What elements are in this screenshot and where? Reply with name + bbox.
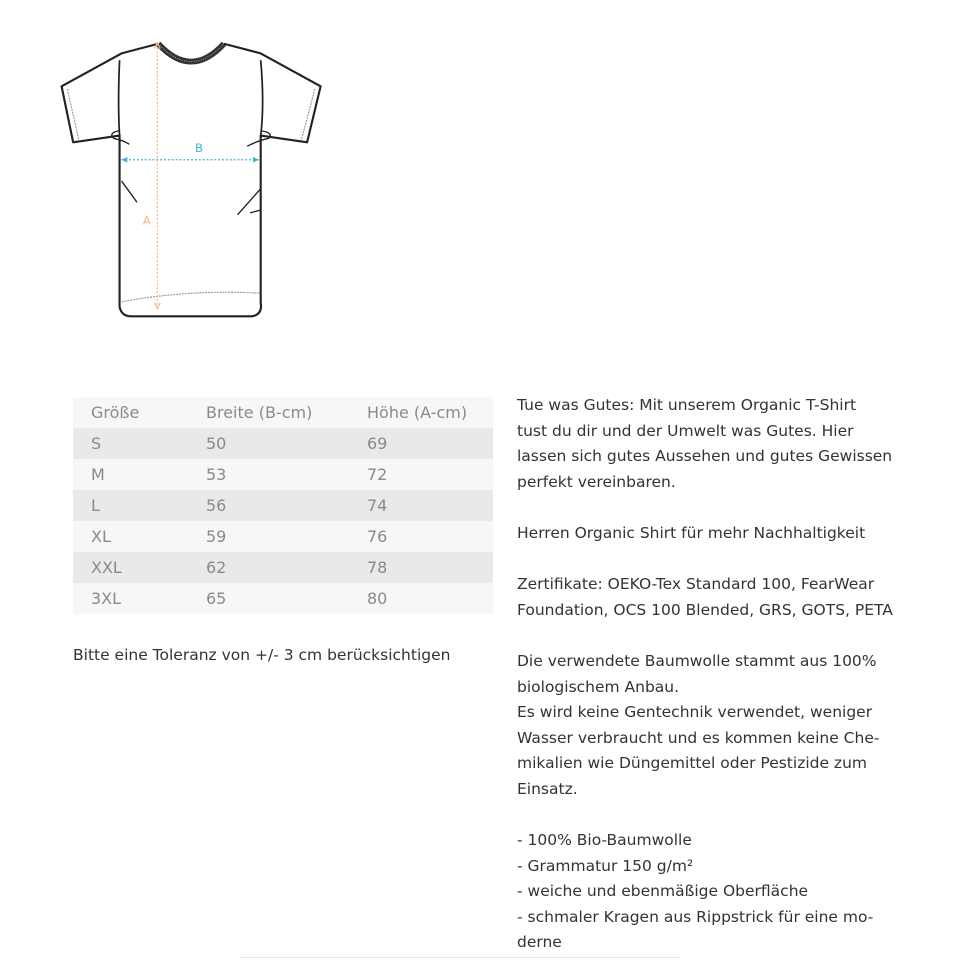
cotton-line: Es wird keine Gentechnik verwendet, weniger [517, 703, 873, 722]
intro-line: perfekt vereinbaren. [517, 472, 676, 491]
cotton-line: Wasser verbraucht und es kommen keine Che- [517, 728, 880, 747]
width-label: B [194, 141, 203, 155]
feature-line: - schmaler Kragen aus Rippstrick für eine mo- [517, 907, 874, 926]
table-row [73, 552, 493, 583]
cotton-line: Einsatz. [517, 779, 578, 798]
height-cell: 74 [349, 490, 493, 521]
header-size: Größe [73, 397, 188, 428]
feature-line: - 100% Bio-Baumwolle [517, 831, 692, 850]
size-cell: S [73, 428, 188, 459]
table-row [73, 428, 493, 459]
height-label: A [142, 213, 151, 228]
table-row [73, 583, 493, 614]
cotton-line: mikalien wie Düngemittel oder Pestizide zum [517, 754, 867, 773]
height-cell: 80 [349, 583, 493, 614]
cert-line: Foundation, OCS 100 Blended, GRS, GOTS, PETA [517, 600, 893, 619]
height-cell: 72 [349, 459, 493, 490]
height-cell: 76 [349, 521, 493, 552]
tolerance-note: Bitte eine Toleranz von +/- 3 cm berücksichtigen [73, 646, 451, 664]
spacer [517, 547, 937, 573]
width-cell: 62 [188, 552, 349, 583]
cotton-line: Die verwendete Baumwolle stammt aus 100% [517, 651, 877, 670]
intro-line: Tue was Gutes: Mit unserem Organic T-Shirt [517, 396, 857, 414]
height-cell: 78 [349, 552, 493, 583]
feature-line: derne [517, 933, 562, 952]
size-cell: M [73, 459, 188, 490]
table-row [73, 459, 493, 490]
spacer [517, 495, 937, 521]
width-cell: 53 [188, 459, 349, 490]
width-cell: 56 [188, 490, 349, 521]
spacer [517, 803, 937, 829]
height-cell: 69 [349, 428, 493, 459]
size-cell: 3XL [73, 583, 188, 614]
divider [240, 957, 680, 958]
width-cell: 59 [188, 521, 349, 552]
tshirt-measurement-diagram [52, 36, 336, 326]
feature-line: - Grammatur 150 g/m² [517, 856, 694, 875]
header-height: Höhe (A-cm) [349, 397, 493, 428]
spacer [517, 623, 937, 649]
table-row [73, 490, 493, 521]
size-cell: XXL [73, 552, 188, 583]
product-headline: Herren Organic Shirt für mehr Nachhaltigkeit [517, 523, 866, 542]
size-table [73, 397, 493, 614]
size-cell: XL [73, 521, 188, 552]
width-cell: 50 [188, 428, 349, 459]
feature-line: - weiche und ebenmäßige Oberfläche [517, 882, 809, 901]
product-description [517, 393, 937, 956]
size-cell: L [73, 490, 188, 521]
intro-line: tust du dir und der Umwelt was Gutes. Hier [517, 421, 854, 440]
size-table-header [73, 397, 493, 428]
tshirt-illustration [52, 36, 336, 326]
intro-line: lassen sich gutes Aussehen und gutes Gewissen [517, 447, 893, 466]
cotton-line: biologischem Anbau. [517, 677, 680, 696]
header-width: Breite (B-cm) [188, 397, 349, 428]
table-row [73, 521, 493, 552]
cert-line: Zertifikate: OEKO-Tex Standard 100, FearWear [517, 575, 875, 594]
width-cell: 65 [188, 583, 349, 614]
